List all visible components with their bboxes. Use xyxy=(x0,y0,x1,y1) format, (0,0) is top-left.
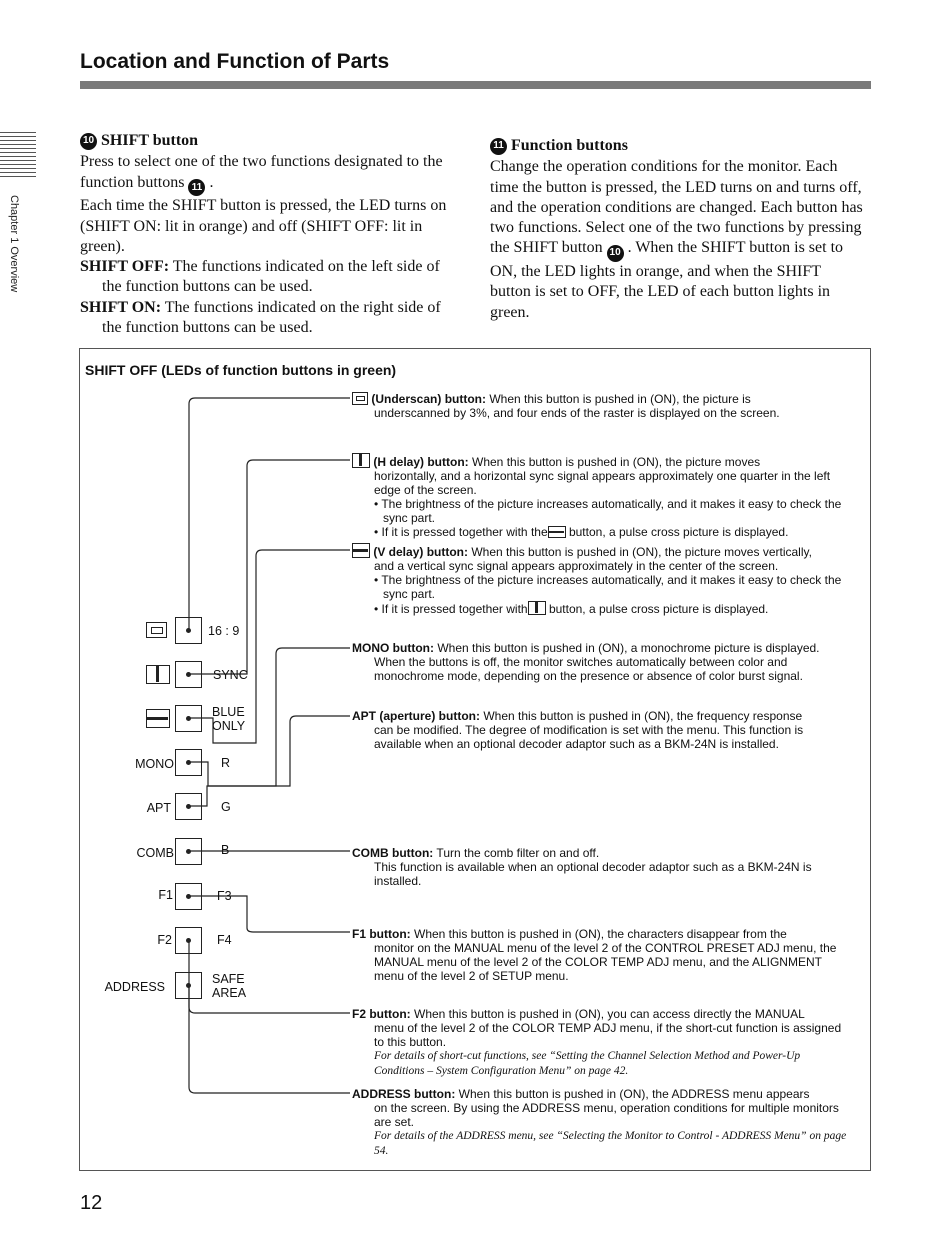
callout-ref: 10 xyxy=(607,245,624,262)
f2-button[interactable] xyxy=(175,927,202,954)
description-text: When this button is pushed in (ON), a monochrome picture is displayed. xyxy=(433,641,820,655)
description-body: This function is available when an optional decoder adaptor such as a BKM-24N is installed. xyxy=(374,860,812,888)
diagram-title: SHIFT OFF (LEDs of function buttons in green) xyxy=(85,362,397,378)
shift-on-label: SHIFT ON: xyxy=(80,298,162,316)
description-head: (V delay) button: xyxy=(373,545,469,559)
function-para-1-end: . When the SHIFT button is set to ON, the LED lights in orange, and when the SHIFT button is set to OFF, the LED of each button lights in green. xyxy=(490,239,844,321)
h-delay-icon xyxy=(146,665,170,684)
bullet-text: button, a pulse cross picture is displayed. xyxy=(545,602,769,616)
description-head: COMB button: xyxy=(352,846,434,860)
description-head: F1 button: xyxy=(352,927,411,941)
leader-line-address xyxy=(189,985,350,1093)
description-bullet: • The brightness of the picture increases automatically, and it makes it easy to check the sync part. xyxy=(374,497,842,525)
description-text: When this button is pushed in (ON), the characters disappear from the xyxy=(410,927,787,941)
callout-number: 11 xyxy=(490,138,507,155)
description-body: monitor on the MANUAL menu of the level 2 of the CONTROL PRESET ADJ menu, the MANUAL menu of the level 2 of the COLOR TEMP ADJ menu, and the ALIGNMENT menu of the level 2 of SETUP menu. xyxy=(374,941,837,983)
chapter-side-label: Chapter 1 Overview xyxy=(8,195,20,293)
description-head: ADDRESS button: xyxy=(352,1087,456,1101)
description-body: and a vertical sync signal appears approximately in the center of the screen. xyxy=(374,559,779,573)
apt-button[interactable] xyxy=(175,793,202,820)
underscan-icon xyxy=(352,392,368,405)
button-right-label: BLUE ONLY xyxy=(212,705,246,733)
button-left-label: ADDRESS xyxy=(104,980,165,994)
h-delay-description xyxy=(352,453,847,539)
h-delay-icon xyxy=(528,601,546,615)
description-text: When this button is pushed in (ON), the ADDRESS menu appears xyxy=(455,1087,810,1101)
h-delay-button[interactable] xyxy=(175,661,202,688)
description-note: For details of short-cut functions, see “Setting the Channel Selection Method and Power-Up Conditions – System Configuration Menu” on page 42. xyxy=(374,1050,801,1077)
button-right-label: R xyxy=(221,756,231,770)
comb-button[interactable] xyxy=(175,838,202,865)
leader-line-underscan xyxy=(189,398,350,630)
description-text: When this button is pushed in (ON), the picture moves xyxy=(468,455,761,469)
shift-para-2: Each time the SHIFT button is pressed, the LED turns on (SHIFT ON: lit in orange) and off (SHIFT OFF: lit in green). xyxy=(80,197,447,255)
button-left-label: COMB xyxy=(136,846,174,860)
callout-ref: 11 xyxy=(188,179,205,196)
address-button[interactable] xyxy=(175,972,202,999)
description-head: (Underscan) button: xyxy=(371,392,486,406)
description-head: APT (aperture) button: xyxy=(352,709,480,723)
function-para-1-text: Change the operation conditions for the monitor. Each time the button is pressed, the LED turns on and turns off, and the operation conditions are changed. Each button has two functions. Select one of the two functions by pressing the SHIFT button xyxy=(490,158,863,257)
description-text: When this button is pushed in (ON), you can access directly the MANUAL xyxy=(410,1007,805,1021)
button-left-label: MONO xyxy=(135,757,174,771)
comb-description xyxy=(352,846,847,888)
button-right-label: G xyxy=(221,800,231,814)
description-note: For details of the ADDRESS menu, see “Selecting the Monitor to Control - ADDRESS Menu” on page 54. xyxy=(374,1130,847,1157)
leader-line-f1 xyxy=(189,896,350,932)
description-text: Turn the comb filter on and off. xyxy=(433,846,600,860)
button-left-label: F1 xyxy=(158,888,173,902)
description-body: When the buttons is off, the monitor switches automatically between color and monochrome mode, depending on the presence or absence of color burst signal. xyxy=(374,655,803,683)
description-bullet: • The brightness of the picture increases automatically, and it makes it easy to check the sync part. xyxy=(374,573,842,601)
underscan-icon xyxy=(146,622,167,638)
page-title: Location and Function of Parts xyxy=(80,50,390,73)
v-delay-button[interactable] xyxy=(175,705,202,732)
button-right-label: 16 : 9 xyxy=(208,624,240,638)
button-right-label: B xyxy=(221,843,230,857)
button-right-label: F4 xyxy=(217,933,232,947)
shift-para-1-text: Press to select one of the two functions designated to the function buttons xyxy=(80,153,443,191)
button-left-label: APT xyxy=(146,801,171,815)
description-body: on the screen. By using the ADDRESS menu, operation conditions for multiple monitors are set. xyxy=(374,1101,839,1129)
description-body: can be modified. The degree of modification is set with the menu. This function is available when an optional decoder adaptor such as a BKM-24N is installed. xyxy=(374,723,804,751)
button-right-label: SAFE AREA xyxy=(212,972,247,1000)
v-delay-icon xyxy=(548,526,566,538)
bullet-text: button, a pulse cross picture is displayed. xyxy=(565,525,789,539)
description-body: underscanned by 3%, and four ends of the raster is displayed on the screen. xyxy=(374,406,780,420)
shift-off-label: SHIFT OFF: xyxy=(80,258,170,276)
button-left-label: F2 xyxy=(157,933,172,947)
shift-on-text: The functions indicated on the right side of the function buttons can be used. xyxy=(102,298,441,337)
button-right-label: SYNC xyxy=(213,668,248,682)
underscan-description xyxy=(352,392,847,420)
bullet-text: • If it is pressed together with the xyxy=(374,525,548,539)
description-head: (H delay) button: xyxy=(373,455,469,469)
page-number: 12 xyxy=(80,1192,103,1214)
bullet-text: • If it is pressed together with xyxy=(374,602,528,616)
f1-button[interactable] xyxy=(175,883,202,910)
f2-description xyxy=(352,1007,847,1079)
apt-description xyxy=(352,709,847,751)
v-delay-description xyxy=(352,543,847,616)
description-text: When this button is pushed in (ON), the picture moves vertically, xyxy=(468,545,812,559)
address-description xyxy=(352,1087,847,1159)
leader-line-hdelay xyxy=(189,460,350,674)
description-text: When this button is pushed in (ON), the frequency response xyxy=(480,709,803,723)
description-text: When this button is pushed in (ON), the picture is xyxy=(486,392,751,406)
shift-button-heading-text: SHIFT button xyxy=(101,132,199,149)
description-bullet xyxy=(352,601,847,616)
v-delay-icon xyxy=(146,709,170,728)
description-body: menu of the level 2 of the COLOR TEMP ADJ menu, if the short-cut function is assigned to this button. xyxy=(374,1021,842,1049)
function-buttons-heading-text: Function buttons xyxy=(511,137,628,154)
description-body: horizontally, and a horizontal sync signal appears approximately one quarter in the left edge of the screen. xyxy=(374,469,831,497)
f1-description xyxy=(352,927,847,983)
mono-button[interactable] xyxy=(175,749,202,776)
button-right-label: F3 xyxy=(217,889,232,903)
shift-para-1-end: . xyxy=(209,173,214,191)
underscan-button[interactable] xyxy=(175,617,202,644)
callout-number: 10 xyxy=(80,133,97,150)
shift-off-text: The functions indicated on the left side of the function buttons can be used. xyxy=(102,258,440,296)
mono-description xyxy=(352,641,847,683)
h-delay-icon xyxy=(352,453,370,468)
description-head: F2 button: xyxy=(352,1007,411,1021)
description-bullet xyxy=(352,525,847,539)
description-head: MONO button: xyxy=(352,641,434,655)
v-delay-icon xyxy=(352,543,370,558)
